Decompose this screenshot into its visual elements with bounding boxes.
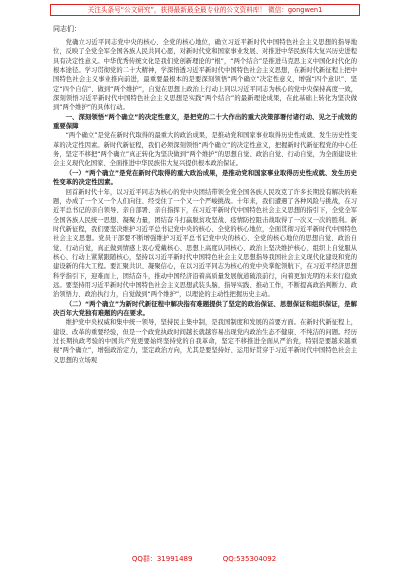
footer-qq: QQ:535304092 bbox=[222, 555, 277, 563]
footer-qq-group: QQ群：31991489 bbox=[131, 555, 193, 563]
section-heading: （一）“两个确立”是党在新时代取得的重大政治成果，是推动党和国家事业取得历史性成就、发生历史性变革的决定性因素。 bbox=[53, 168, 357, 187]
body-paragraph: 回首新时代十年，以习近平同志为核心的党中央团结带领全党全国各族人民攻克了许多长期没有解决的难题，办成了一个又一个人们向往、经受住了一个又一个严峻挑战。十年来，我们遭遇了各种风险与挑战，在习近平总书记的亲自领导、亲自部署、亲自指挥下，在习近平新时代中国特色社会主义思想的指引下，全党全军全国各族人民统一思想、凝聚力量，团结奋斗打赢脱贫攻坚战、疫情防控阻击战取得了一次又一次的胜利。新时代新征程，我们要坚决维护习近平总书记党中央的核心、全党的核心地位，全面贯彻习近平新时代中国特色社会主义思想。党员干部要不断增强维护习近平总书记党中央的核心、全党的核心地位的思想自觉、政治自觉、行动自觉，真正做到情感上衷心爱戴核心、思想上高度认同核心、政治上坚决维护核心、组织上自觉服从核心、行动上紧紧跟随核心，坚持以习近平新时代中国特色社会主义思想指导我国社会主义现代化建设和党的建设新的伟大工程。要汇聚共识、凝聚信心，在以习近平同志为核心的党中央掌舵领航下，在习近平经济思想科学指引下，迎难而上，团结奋斗，推动中国经济沿着高质量发展航道破浪前行，向着更加光明的未来行稳致远。要坚持用习近平新时代中国特色社会主义思想武装头脑、指导实践、推动工作，不断提高政治判断力、政治领悟力、政治执行力，自觉做到“两个维护”，以理论的主动性把握历史主动。 bbox=[53, 188, 357, 299]
promo-banner: 关注头条号“公文研究”，获得最新最全最专业的公文资料库！ 微信：gongwen1 bbox=[50, 4, 360, 16]
paragraph-list bbox=[53, 38, 357, 365]
body-paragraph: “两个确立”是党在新时代取得的最重大的政治成果，是推动党和国家事业取得历史性成就、发生历史性变革的决定性因素。新时代新征程，我们必须深刻领悟“两个确立”的决定性意义，把握新时代新征程党的中心任务，坚定不移把“两个确立”真正转化为坚决做到“两个维护”的思想自觉、政治自觉、行动自觉，为全面建设社会主义现代化国家、全面推进中华民族伟大复兴提供根本政治保证。 bbox=[53, 132, 357, 168]
document-body bbox=[53, 24, 357, 548]
section-heading: （二）“两个确立”为新时代新征程中解决指有难题提供了坚定的政治保证、思想保证和组织保证，是解决百年大党独有难题的内在要求。 bbox=[53, 299, 357, 317]
body-paragraph: 维护党中央权威和集中统一领导，坚持民主集中制，是我国制度和发展的首要方面。在新时代新征程上，建设、改革的重要经验，但是一个政党执政时间越长就越容易出现党内政治生态不健康、不纯洁的问题。经历过长期执政考验的中国共产党更要始终坚持党的自我革命，坚定不移推进全面从严治党，特别是要越来越重视“两个确立”，增强政治定力，坚定政治方向，尤其是要坚持好、运用好贯穿于习近平新时代中国特色社会主义思想的立场观 bbox=[53, 319, 357, 364]
section-heading: 一、深刻领悟“两个确立”的决定性意义，是把党的二十大作出的重大决策部署付诸行动、见之于成效的重要保障 bbox=[53, 112, 357, 131]
greeting: 同志们： bbox=[53, 25, 81, 33]
body-paragraph: 党确立习近平同志党中央的核心、全党的核心地位，确立习近平新时代中国特色社会主义思想的指导地位，反映了全党全军全国各族人民共同心愿，对新时代党和国家事业发展、对推进中华民族伟大复兴历史进程具有决定性意义。中华优秀传统文化是我们党创新理论的“根”，“两个结合”是推进马克思主义中国化时代化的根本途径。学习贯彻党的二十大精神，学深悟透习近平新时代中国特色社会主义思想，在新时代新征程上把中国特色社会主义事业推向前进，最重要最根本的是要深刻领悟“两个确立”决定性意义，增强“四个意识”、坚定“四个自信”、做到“两个维护”，自觉在思想上政治上行动上同以习近平同志为核心的党中央保持高度一致，深刻领悟习近平新时代中国特色社会主义思想是实践“两个结合”的最新理论成果，在此基础上转化为坚决做到“两个维护”的具体行动。 bbox=[53, 39, 357, 112]
footer-contact bbox=[0, 553, 408, 565]
